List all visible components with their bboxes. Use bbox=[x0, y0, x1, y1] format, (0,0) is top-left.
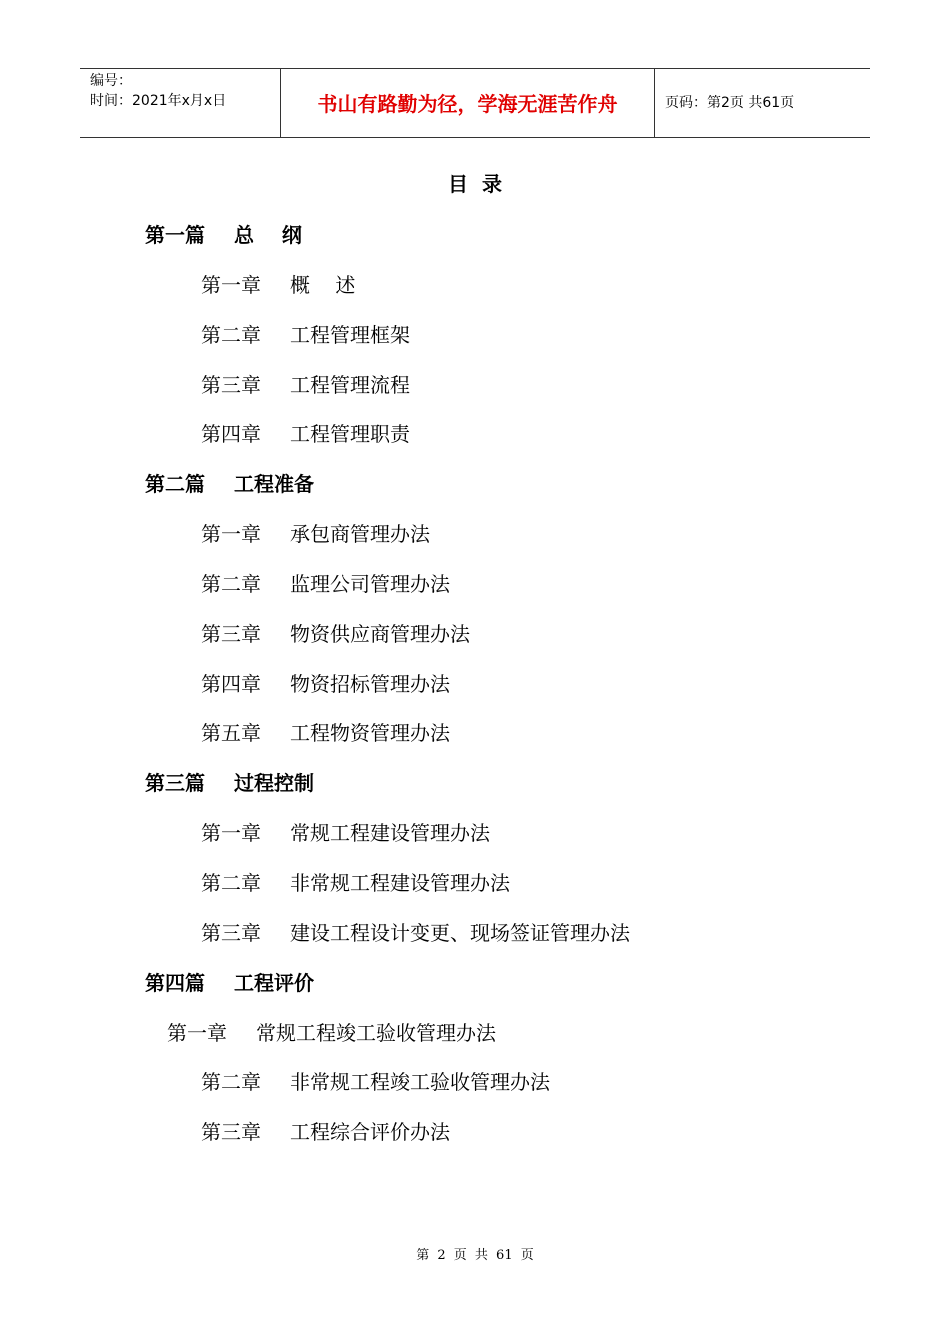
toc-entry-number: 第三章 bbox=[201, 1120, 261, 1145]
toc-entry-title: 工程评价 bbox=[234, 970, 314, 995]
toc-chapter[interactable] bbox=[0, 318, 950, 368]
toc-entry-number: 第一章 bbox=[201, 821, 261, 846]
toc-part[interactable] bbox=[0, 966, 950, 1016]
table-of-contents bbox=[0, 218, 950, 1165]
toc-chapter[interactable] bbox=[0, 816, 950, 866]
toc-part[interactable] bbox=[0, 467, 950, 517]
toc-entry-number: 第二章 bbox=[201, 571, 261, 596]
toc-chapter[interactable] bbox=[0, 1065, 950, 1115]
toc-chapter[interactable] bbox=[0, 517, 950, 567]
toc-entry-title: 概 述 bbox=[290, 272, 356, 297]
toc-entry-number: 第二章 bbox=[201, 322, 261, 347]
header-time-label: 时间：2021年x月x日 bbox=[90, 93, 227, 109]
toc-chapter[interactable] bbox=[0, 667, 950, 717]
toc-chapter[interactable] bbox=[0, 1016, 950, 1066]
header-number-label: 编号： bbox=[90, 73, 132, 89]
toc-entry-title: 监理公司管理办法 bbox=[290, 571, 450, 596]
toc-entry-number: 第一篇 bbox=[145, 223, 205, 247]
header-divider bbox=[654, 69, 655, 137]
toc-entry-title: 总 纲 bbox=[234, 223, 302, 247]
toc-entry-number: 第二章 bbox=[201, 870, 261, 895]
toc-chapter[interactable] bbox=[0, 916, 950, 966]
toc-entry-title: 工程准备 bbox=[234, 472, 314, 497]
toc-entry-number: 第二章 bbox=[201, 1070, 261, 1095]
toc-entry-title: 建设工程设计变更、现场签证管理办法 bbox=[290, 920, 630, 945]
toc-entry-title: 工程管理框架 bbox=[290, 322, 410, 347]
toc-entry-title: 物资招标管理办法 bbox=[290, 671, 450, 696]
toc-entry-title: 工程管理流程 bbox=[290, 372, 410, 397]
toc-chapter[interactable] bbox=[0, 866, 950, 916]
toc-chapter[interactable] bbox=[0, 1115, 950, 1165]
toc-entry-title: 常规工程竣工验收管理办法 bbox=[256, 1020, 496, 1045]
toc-entry-number: 第四篇 bbox=[145, 970, 205, 995]
toc-entry-title: 非常规工程竣工验收管理办法 bbox=[290, 1070, 550, 1095]
toc-entry-title: 非常规工程建设管理办法 bbox=[290, 870, 510, 895]
toc-chapter[interactable] bbox=[0, 417, 950, 467]
toc-chapter[interactable] bbox=[0, 617, 950, 667]
toc-entry-title: 过程控制 bbox=[234, 771, 314, 796]
header-page-info: 页码：第2页 共61页 bbox=[665, 95, 795, 111]
toc-part[interactable] bbox=[0, 218, 950, 268]
toc-part[interactable] bbox=[0, 766, 950, 816]
toc-chapter[interactable] bbox=[0, 716, 950, 766]
toc-entry-number: 第四章 bbox=[201, 422, 261, 447]
toc-entry-title: 工程综合评价办法 bbox=[290, 1120, 450, 1145]
toc-entry-number: 第三章 bbox=[201, 372, 261, 397]
toc-entry-number: 第一章 bbox=[201, 272, 261, 297]
toc-chapter[interactable] bbox=[0, 567, 950, 617]
toc-chapter[interactable] bbox=[0, 368, 950, 418]
toc-entry-number: 第一章 bbox=[201, 522, 261, 547]
toc-entry-title: 承包商管理办法 bbox=[290, 522, 430, 547]
toc-entry-number: 第三篇 bbox=[145, 771, 205, 796]
page-footer: 第 2 页 共 61 页 bbox=[416, 1248, 534, 1263]
toc-entry-number: 第一章 bbox=[167, 1020, 227, 1045]
header-meta bbox=[90, 71, 226, 111]
toc-entry-title: 常规工程建设管理办法 bbox=[290, 821, 490, 846]
toc-entry-title: 工程管理职责 bbox=[290, 422, 410, 447]
toc-chapter[interactable] bbox=[0, 268, 950, 318]
toc-entry-number: 第四章 bbox=[201, 671, 261, 696]
toc-title: 目录 bbox=[448, 172, 516, 196]
toc-entry-number: 第五章 bbox=[201, 721, 261, 746]
page-header bbox=[80, 68, 870, 138]
toc-entry-number: 第二篇 bbox=[145, 472, 205, 497]
toc-entry-number: 第三章 bbox=[201, 621, 261, 646]
header-motto: 书山有路勤为径，学海无涯苦作舟 bbox=[317, 92, 618, 116]
toc-entry-number: 第三章 bbox=[201, 920, 261, 945]
toc-entry-title: 物资供应商管理办法 bbox=[290, 621, 470, 646]
toc-entry-title: 工程物资管理办法 bbox=[290, 721, 450, 746]
